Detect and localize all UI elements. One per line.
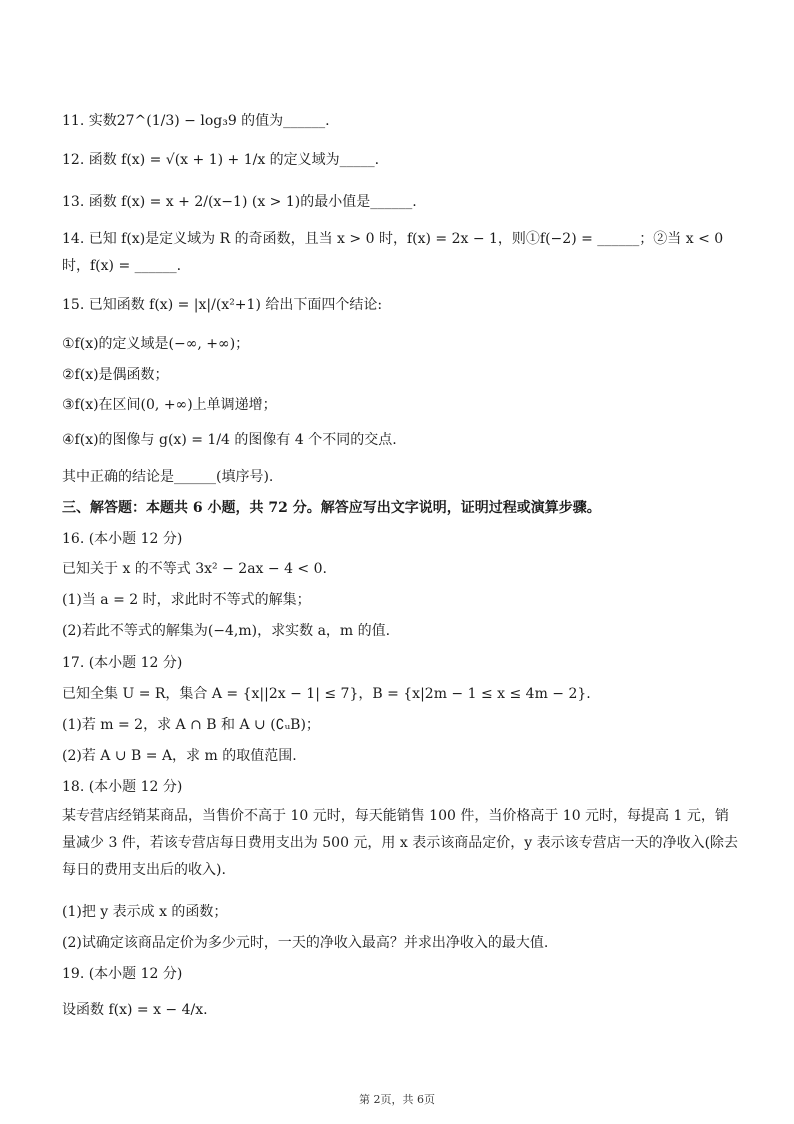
- question-16-part-1: (1)当 a = 2 时，求此时不等式的解集；: [62, 592, 311, 608]
- question-15-prompt: 其中正确的结论是______(填序号).: [62, 469, 274, 485]
- question-14: 14. 已知 f(x)是定义域为 R 的奇函数，且当 x > 0 时，f(x) = 2x − 1，则①f(−2) = ______；②当 x < 0 时，f(x) = ______.: [62, 231, 724, 274]
- section-heading: 三、解答题：本题共 6 小题，共 72 分。解答应写出文字说明，证明过程或演算步骤。: [62, 500, 601, 516]
- question-17-header: 17. (本小题 12 分): [62, 655, 183, 671]
- conclusion-2: ②f(x)是偶函数；: [62, 367, 169, 383]
- question-12: 12. 函数 f(x) = √(x + 1) + 1/x 的定义域为_____.: [62, 152, 380, 168]
- question-15: 15. 已知函数 f(x) = |x|/(x²+1) 给出下面四个结论:: [62, 297, 383, 313]
- question-18-header: 18. (本小题 12 分): [62, 779, 183, 795]
- question-18-part-1: (1)把 y 表示成 x 的函数；: [62, 904, 228, 920]
- question-17-part-2: (2)若 A ∪ B = A，求 m 的取值范围.: [62, 748, 297, 764]
- question-18-body: 某专营店经销某商品，当售价不高于 10 元时，每天能销售 100 件，当价格高于 10 元时，每提高 1 元，销量减少 3 件，若该专营店每日费用支出为 500 元，用 x 表示该商品定价，y 表示该专营店一天的净收入(除去每日的费用支出后的收入).: [62, 808, 739, 878]
- conclusion-4: ④f(x)的图像与 g(x) = 1/4 的图像有 4 个不同的交点.: [62, 432, 397, 448]
- question-16-header: 16. (本小题 12 分): [62, 531, 183, 547]
- question-19-header: 19. (本小题 12 分): [62, 966, 183, 982]
- question-19-body: 设函数 f(x) = x − 4/x.: [62, 1002, 208, 1018]
- question-16-part-2: (2)若此不等式的解集为(−4,m)，求实数 a，m 的值.: [62, 623, 391, 639]
- question-16-body: 已知关于 x 的不等式 3x² − 2ax − 4 < 0.: [62, 561, 327, 577]
- question-17-part-1: (1)若 m = 2，求 A ∩ B 和 A ∪ (∁ᵤB)；: [62, 717, 320, 733]
- conclusion-3: ③f(x)在区间(0, +∞)上单调递增；: [62, 397, 277, 413]
- conclusion-1: ①f(x)的定义域是(−∞, +∞)；: [62, 336, 250, 352]
- question-13: 13. 函数 f(x) = x + 2/(x−1) (x > 1)的最小值是______.: [62, 194, 417, 210]
- question-11: 11. 实数27^(1/3) − log₃9 的值为______.: [62, 113, 330, 129]
- page-footer: 第 2页，共 6页: [359, 1093, 435, 1106]
- question-18-part-2: (2)试确定该商品定价为多少元时，一天的净收入最高？并求出净收入的最大值.: [62, 935, 549, 951]
- question-17-body: 已知全集 U = R，集合 A = {x||2x − 1| ≤ 7}，B = {x|2m − 1 ≤ x ≤ 4m − 2}.: [62, 686, 591, 702]
